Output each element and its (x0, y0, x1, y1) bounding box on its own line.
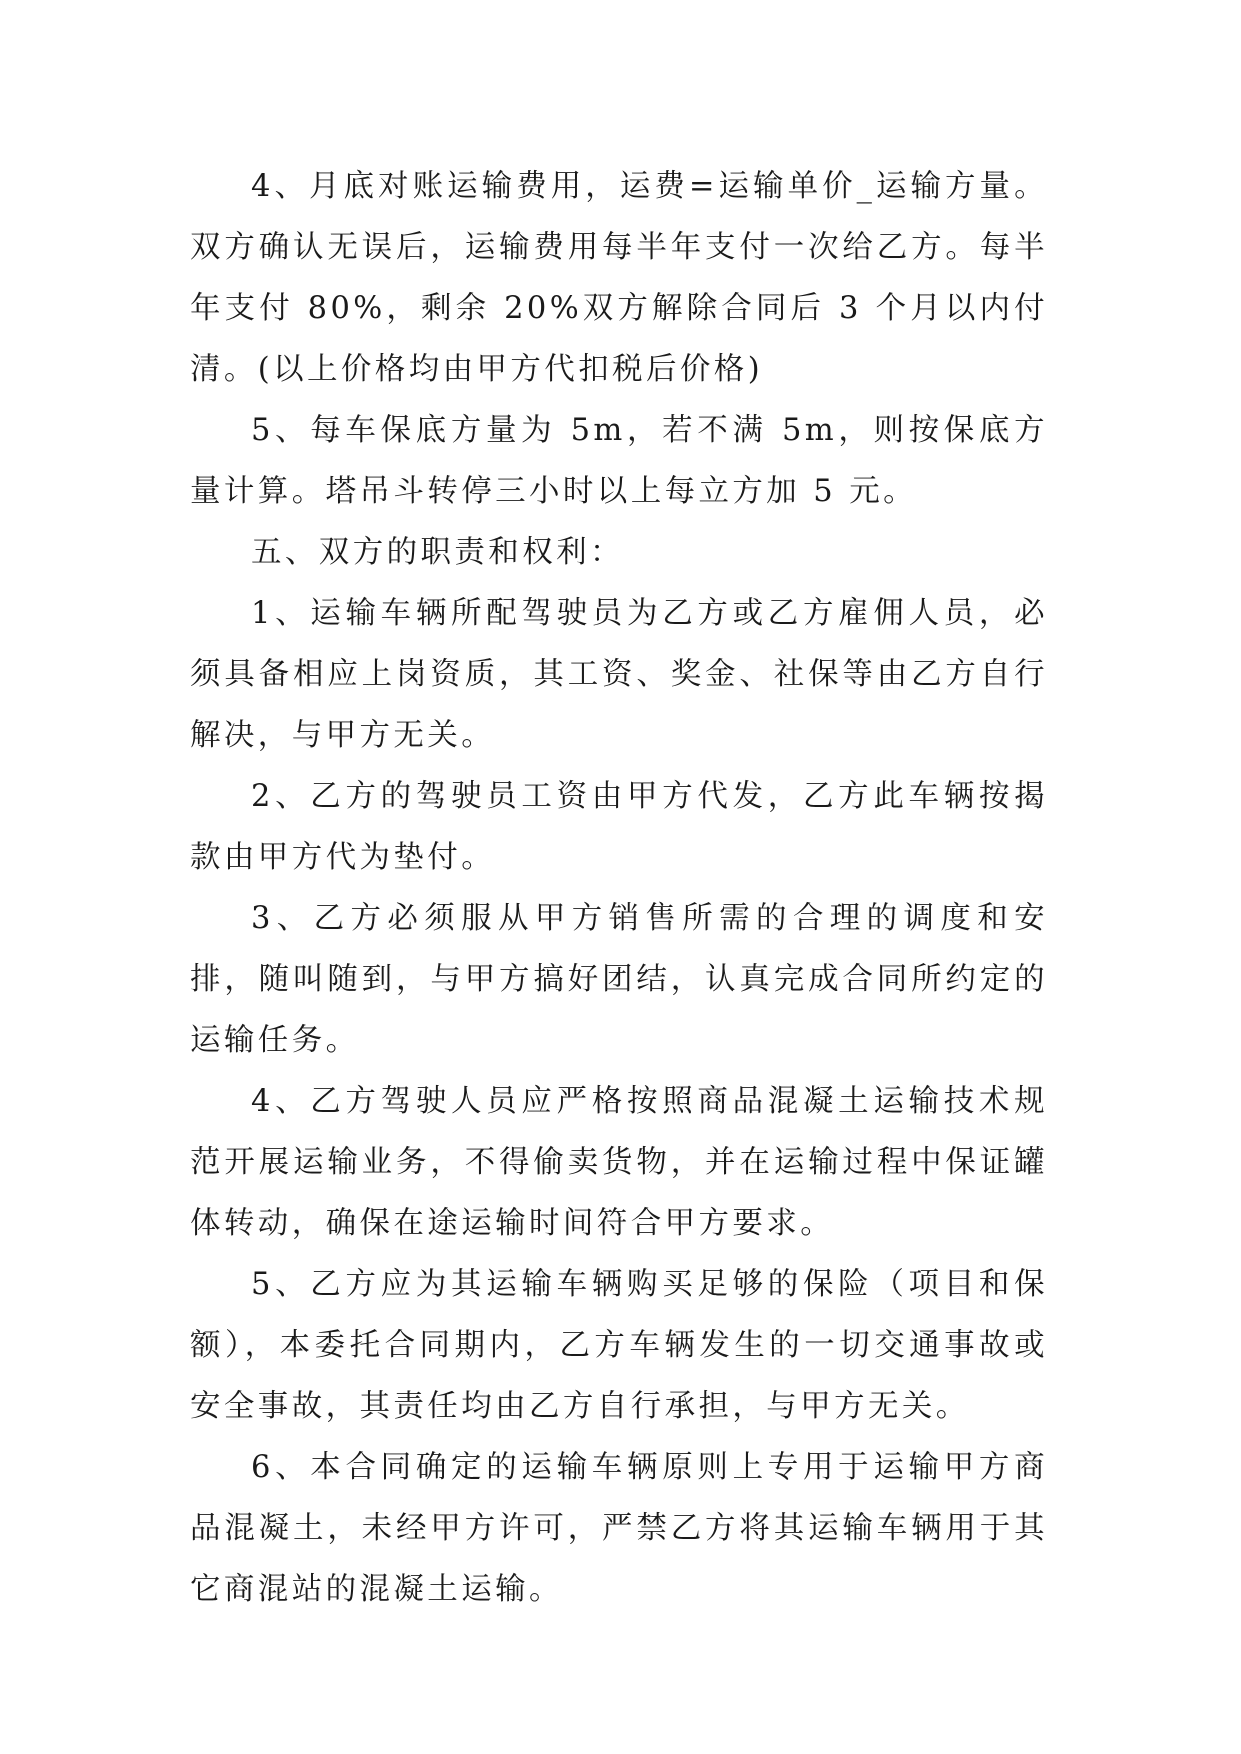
clause-1-drivers: 1、运输车辆所配驾驶员为乙方或乙方雇佣人员，必须具备相应上岗资质，其工资、奖金、社保等由乙方自行解决，与甲方无关。 (190, 596, 1048, 753)
clause-5-minimum-volume: 5、每车保底方量为 5m，若不满 5m，则按保底方量计算。塔吊斗转停三小时以上每立方加 5 元。 (190, 413, 1048, 509)
clause-3-dispatch: 3、乙方必须服从甲方销售所需的合理的调度和安排，随叫随到，与甲方搞好团结，认真完成合同所约定的运输任务。 (190, 901, 1048, 1058)
clause-2-wages: 2、乙方的驾驶员工资由甲方代发，乙方此车辆按揭款由甲方代为垫付。 (190, 779, 1048, 875)
clause-5-insurance: 5、乙方应为其运输车辆购买足够的保险（项目和保额），本委托合同期内，乙方车辆发生的一切交通事故或安全事故，其责任均由乙方自行承担，与甲方无关。 (190, 1267, 1048, 1424)
contract-body (190, 156, 1048, 1620)
clause-4-transport-standards: 4、乙方驾驶人员应严格按照商品混凝土运输技术规范开展运输业务，不得偷卖货物，并在运输过程中保证罐体转动，确保在途运输时间符合甲方要求。 (190, 1084, 1048, 1241)
section-heading-responsibilities: 五、双方的职责和权利： (251, 535, 624, 570)
clause-6-exclusive-use: 6、本合同确定的运输车辆原则上专用于运输甲方商品混凝土，未经甲方许可，严禁乙方将其运输车辆用于其它商混站的混凝土运输。 (190, 1450, 1048, 1607)
clause-4-settlement: 4、月底对账运输费用，运费=运输单价_运输方量。双方确认无误后，运输费用每半年支付一次给乙方。每半年支付 80%，剩余 20%双方解除合同后 3 个月以内付清。(以上价格均由甲方代扣税后价格) (190, 169, 1048, 387)
